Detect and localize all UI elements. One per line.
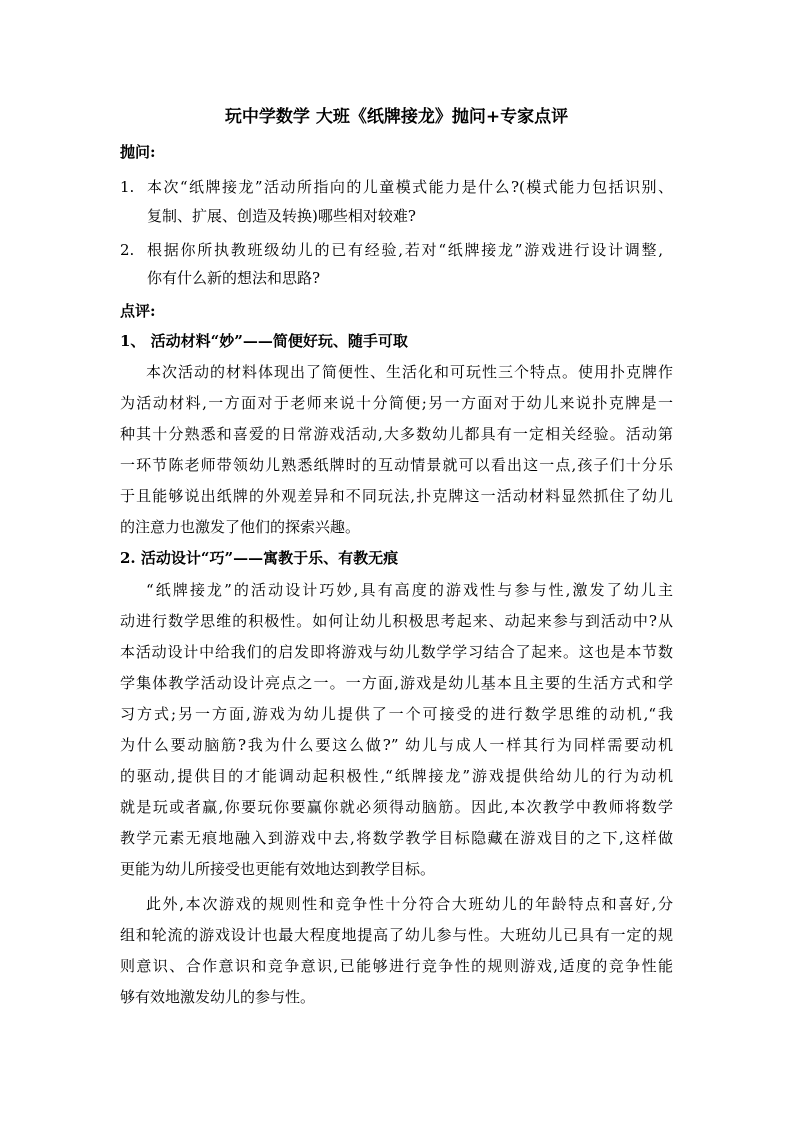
section-2-para-2-line-3: 则意识、合作意识和竞争意识,已能够进行竞争性的规则游戏,适度的竞争性能	[120, 957, 673, 975]
section-heading-questions: 抛问:	[120, 143, 156, 161]
section-2-line-3: 本活动设计中给我们的启发即将游戏与幼儿数学学习结合了起来。这也是本节数	[120, 643, 673, 661]
section-2-para-2-line-1: 此外,本次游戏的规则性和竞争性十分符合大班幼儿的年龄特点和喜好,分	[146, 895, 673, 913]
question-2-line-1: 根据你所执教班级幼儿的已有经验,若对“纸牌接龙”游戏进行设计调整,	[147, 241, 663, 259]
section-1-line-6: 的注意力也激发了他们的探索兴趣。	[120, 518, 361, 536]
section-2-line-9: 教学元素无痕地融入到游戏中去,将数学教学目标隐藏在游戏目的之下,这样做	[120, 829, 673, 847]
section-1-line-2: 为活动材料,一方面对于老师来说十分简便;另一方面对于幼儿来说扑克牌是一	[120, 394, 673, 412]
section-1-line-4: 一环节陈老师带领幼儿熟悉纸牌时的互动情景就可以看出这一点,孩子们十分乐	[120, 456, 673, 474]
document-title: 玩中学数学 大班《纸牌接龙》抛问+专家点评	[224, 107, 569, 127]
section-2-line-1: “纸牌接龙”的活动设计巧妙,具有高度的游戏性与参与性,激发了幼儿主	[146, 581, 673, 599]
section-2-line-2: 动进行数学思维的积极性。如何让幼儿积极思考起来、动起来参与到活动中?从	[120, 612, 673, 630]
subheading-1: 1、 活动材料“妙”——简便好玩、随手可取	[120, 332, 408, 350]
section-heading-comments: 点评:	[120, 302, 156, 320]
section-2-line-4: 学集体教学活动设计亮点之一。一方面,游戏是幼儿基本且主要的生活方式和学	[120, 674, 673, 692]
subheading-2: 2. 活动设计“巧”——寓教于乐、有教无痕	[120, 549, 399, 567]
section-2-line-5: 习方式;另一方面,游戏为幼儿提供了一个可接受的进行数学思维的动机,“我	[120, 705, 673, 723]
question-2-number: 2.	[120, 241, 135, 259]
question-1-number: 1.	[120, 178, 135, 196]
section-2-line-10: 更能为幼儿所接受也更能有效地达到教学目标。	[120, 860, 436, 878]
section-2-line-7: 的驱动,提供目的才能调动起积极性,“纸牌接龙”游戏提供给幼儿的行为动机	[120, 767, 673, 785]
section-2-line-8: 就是玩或者赢,你要玩你要赢你就必须得动脑筋。因此,本次教学中教师将数学	[120, 798, 673, 816]
section-2-para-2-line-4: 够有效地激发幼儿的参与性。	[120, 988, 316, 1006]
section-2-para-2-line-2: 组和轮流的游戏设计也最大程度地提高了幼儿参与性。大班幼儿已具有一定的规	[120, 926, 673, 944]
section-1-line-5: 于且能够说出纸牌的外观差异和不同玩法,扑克牌这一活动材料显然抓住了幼儿	[120, 487, 673, 505]
section-1-line-1: 本次活动的材料体现出了简便性、生活化和可玩性三个特点。使用扑克牌作	[146, 363, 673, 381]
question-1-line-2: 复制、扩展、创造及转换)哪些相对较难?	[147, 207, 416, 225]
section-2-line-6: 为什么要动脑筋?我为什么要这么做?” 幼儿与成人一样其行为同样需要动机	[120, 736, 673, 754]
section-1-line-3: 种其十分熟悉和喜爱的日常游戏活动,大多数幼儿都具有一定相关经验。活动第	[120, 425, 673, 443]
question-2-line-2: 你有什么新的想法和思路?	[147, 269, 321, 287]
question-1-line-1: 本次“纸牌接龙”活动所指向的儿童模式能力是什么?(模式能力包括识别、	[147, 178, 673, 196]
